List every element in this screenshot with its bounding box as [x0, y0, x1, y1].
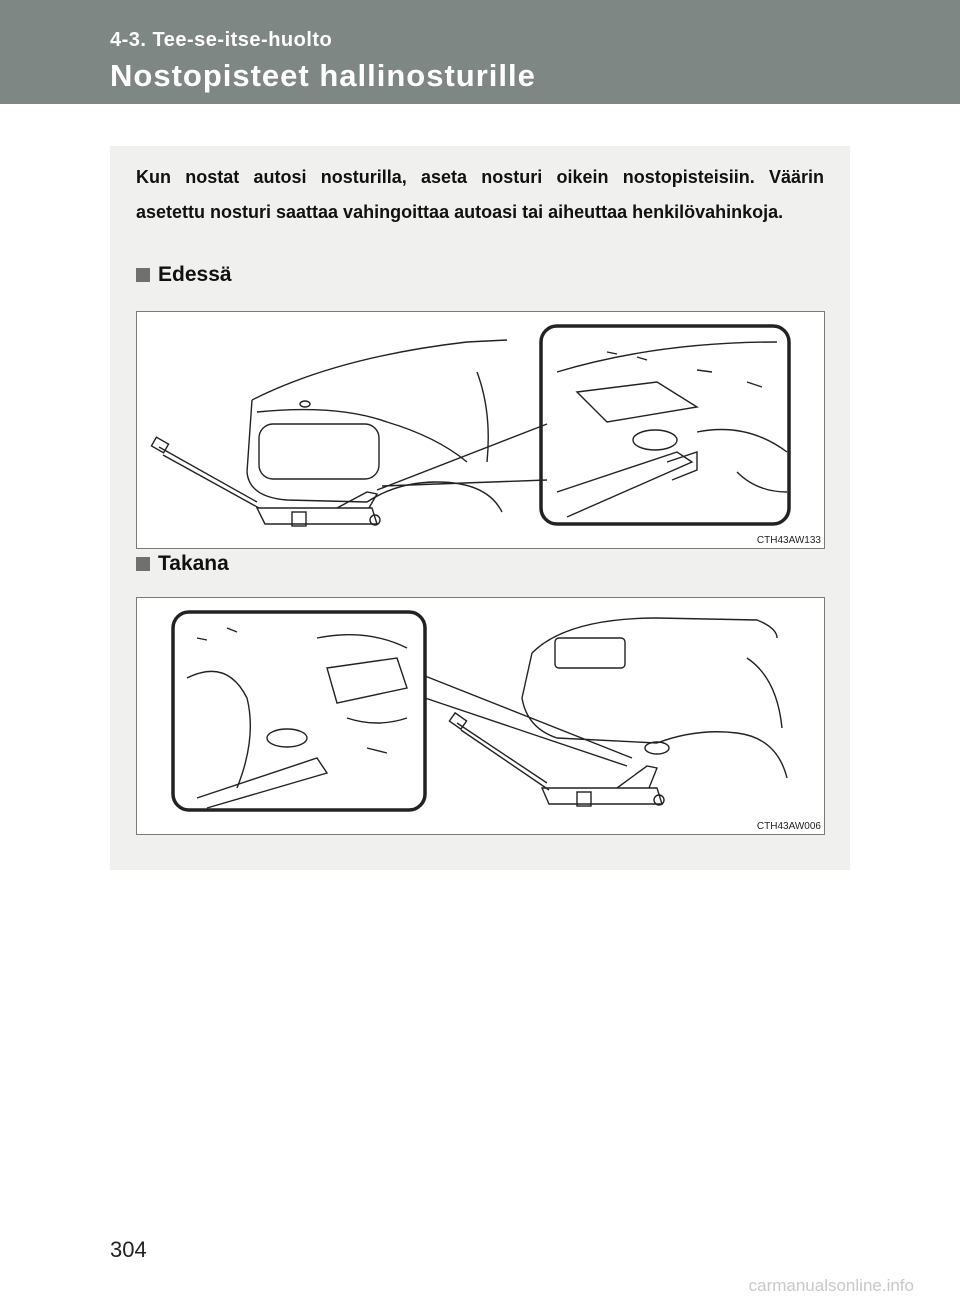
section-label: 4-3. Tee-se-itse-huolto — [110, 29, 333, 51]
rear-car-jack-illustration — [137, 598, 824, 834]
front-jack-figure — [136, 311, 825, 549]
figure-code: CTH43AW133 — [756, 535, 821, 546]
front-car-jack-illustration — [137, 312, 824, 548]
rear-jack-figure — [136, 597, 825, 835]
watermark — [0, 1274, 960, 1299]
watermark-text: carmanualsonline.info — [748, 1276, 914, 1295]
page-title: Nostopisteet hallinosturille — [110, 58, 536, 93]
page-number: 304 — [110, 1237, 147, 1262]
front-heading-label: Edessä — [158, 263, 232, 286]
square-bullet-icon — [136, 557, 150, 571]
intro-text: Kun nostat autosi nosturilla, aseta nosturi oikein nostopisteisiin. Väärin asetettu nosturi saattaa vahingoittaa autoasi tai aiheuttaa henkilövahinkoja. — [136, 167, 824, 222]
rear-heading-label: Takana — [158, 552, 229, 575]
figure-code: CTH43AW006 — [756, 821, 821, 832]
front-heading — [136, 263, 232, 287]
square-bullet-icon — [136, 268, 150, 282]
rear-heading — [136, 552, 229, 576]
page-header — [0, 0, 960, 104]
